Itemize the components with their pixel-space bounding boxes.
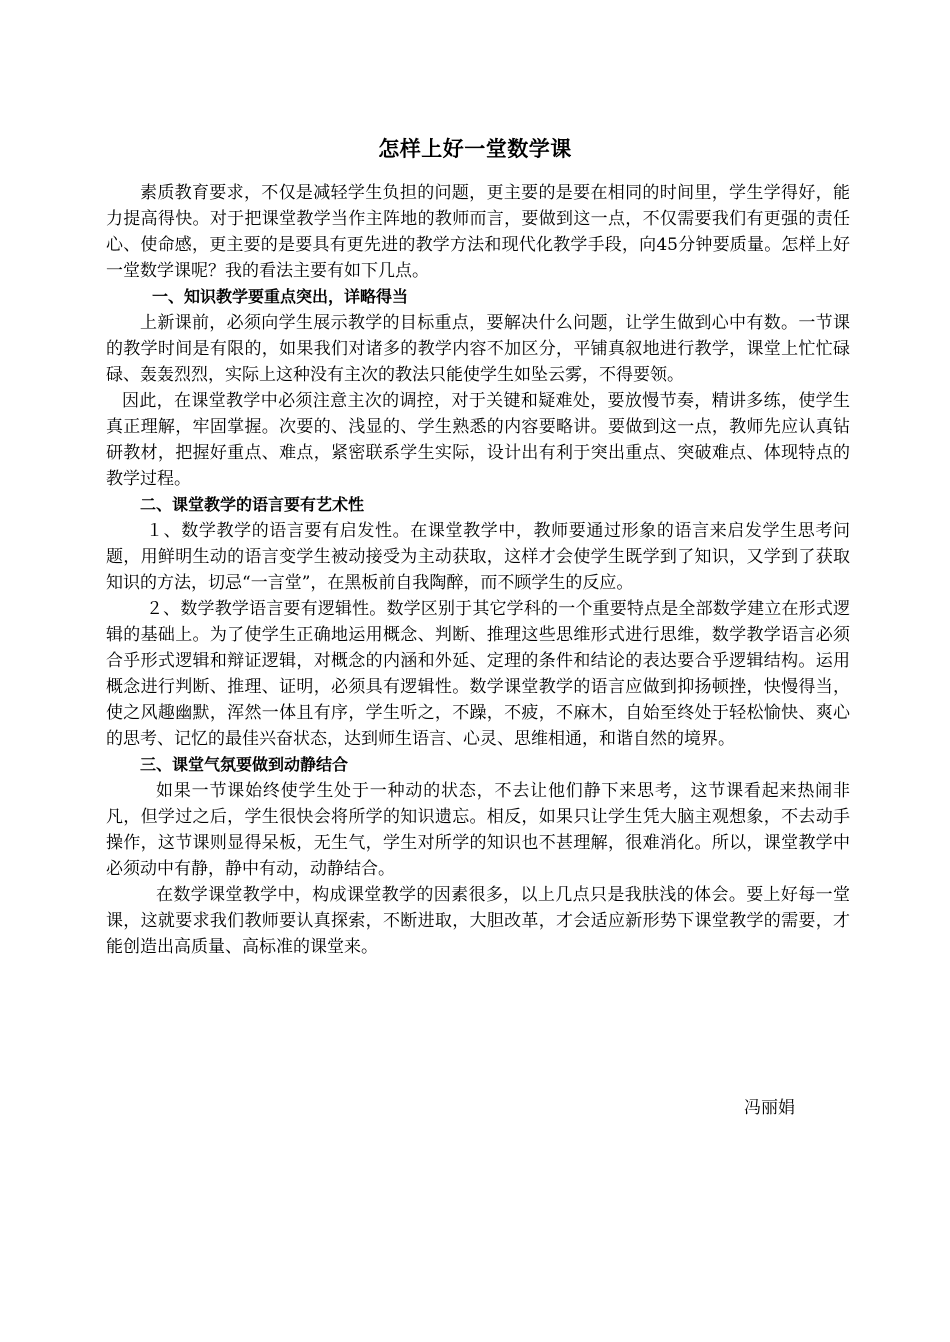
section-1-paragraph-2: 因此，在课堂教学中必须注意主次的调控，对于关键和疑难处，要放慢节奏，精讲多练，使学生真正理解，牢固掌握。次要的、浅显的、学生熟悉的内容要略讲。要做到这一点，教师先应认真钻研教材，把握好重点、难点，紧密联系学生实际，设计出有利于突出重点、突破难点、体现特点的教学过程。 — [106, 391, 850, 489]
intro-paragraph: 素质教育要求，不仅是减轻学生负担的问题，更主要的是要在相同的时间里，学生学得好，能力提高得快。对于把课堂教学当作主阵地的教师而言，要做到这一点，不仅需要我们有更强的责任心、使命感，更主要的是要具有更先进的教学方法和现代化教学手段，向45分钟要质量。怎样上好一堂数学课呢？我的看法主要有如下几点。 — [106, 183, 850, 281]
section-3-paragraph-2: 在数学课堂教学中，构成课堂教学的因素很多，以上几点只是我肤浅的体会。要上好每一堂课，这就要求我们教师要认真探索，不断进取，大胆改革，才会适应新形势下课堂教学的需要，才能创造出高质量、高标准的课堂来。 — [106, 885, 850, 957]
section-1-heading: 一、知识教学要重点突出，详略得当 — [152, 287, 409, 306]
author-signature: 冯丽娟 — [744, 1098, 795, 1118]
section-3-heading: 三、课堂气氛要做到动静结合 — [140, 755, 349, 774]
section-3-paragraph-1: 如果一节课始终使学生处于一种动的状态，不去让他们静下来思考，这节课看起来热闹非凡，但学过之后，学生很快会将所学的知识遗忘。相反，如果只让学生凭大脑主观想象，不去动手操作，这节课则显得呆板，无生气，学生对所学的知识也不甚理解，很难消化。所以，课堂教学中必须动中有静，静中有动，动静结合。 — [106, 781, 850, 879]
page-title: 怎样上好一堂数学课 — [378, 137, 572, 161]
section-2-paragraph-2: ２、数学教学语言要有逻辑性。数学区别于其它学科的一个重要特点是全部数学建立在形式逻辑的基础上。为了使学生正确地运用概念、判断、推理这些思维形式进行思维，数学教学语言必须合乎形式逻辑和辩证逻辑，对概念的内涵和外延、定理的条件和结论的表达要合乎逻辑结构。运用概念进行判断、推理、证明，必须具有逻辑性。数学课堂教学的语言应做到抑扬顿挫，快慢得当，使之风趣幽默，浑然一体且有序，学生听之，不躁，不疲，不麻木，自始至终处于轻松愉快、爽心的思考、记忆的最佳兴奋状态，达到师生语言、心灵、思维相通，和谐自然的境界。 — [106, 599, 850, 749]
section-2-paragraph-1: １、数学教学的语言要有启发性。在课堂教学中，教师要通过形象的语言来启发学生思考问题，用鲜明生动的语言变学生被动接受为主动获取，这样才会使学生既学到了知识，又学到了获取知识的方法，切忌“一言堂”，在黑板前自我陶醉，而不顾学生的反应。 — [106, 521, 850, 593]
section-2-heading: 二、课堂教学的语言要有艺术性 — [140, 495, 365, 514]
section-1-paragraph-1: 上新课前，必须向学生展示教学的目标重点，要解决什么问题，让学生做到心中有数。一节课的教学时间是有限的，如果我们对诸多的教学内容不加区分，平铺真叙地进行教学，课堂上忙忙碌碌、轰轰烈烈，实际上这种没有主次的教法只能使学生如坠云雾，不得要领。 — [106, 313, 850, 385]
article-body — [106, 180, 850, 960]
